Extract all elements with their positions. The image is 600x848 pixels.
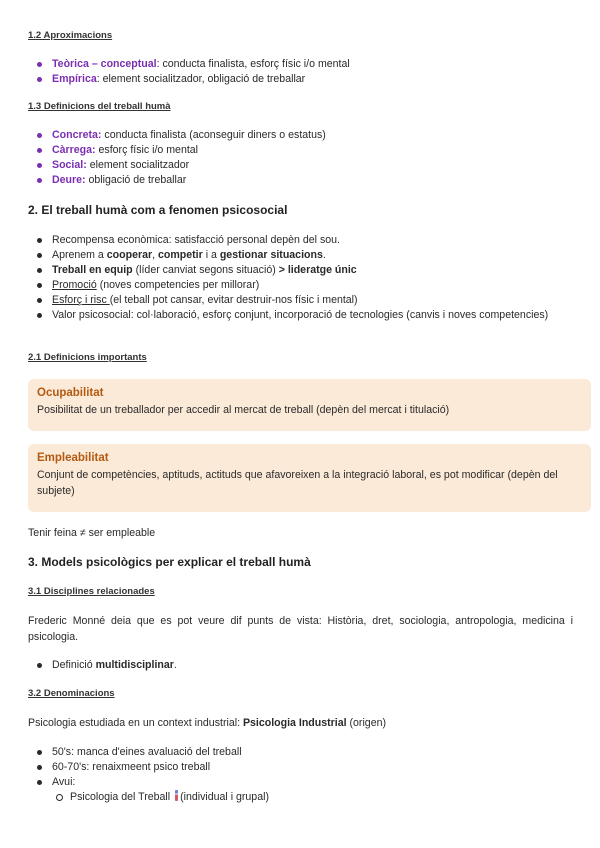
- callout-empleabilitat: [28, 444, 591, 512]
- bullet-icon: [37, 163, 42, 168]
- disciplines-list: [28, 658, 573, 673]
- callout-body: Conjunt de competències, aptituds, actituds que afavoreixen a la integració laboral, es pot modificar (depèn del subjete): [37, 469, 558, 497]
- list-item: 50's: manca d'eines avaluació del treball: [28, 745, 573, 760]
- list-item: Avui:: [28, 775, 573, 790]
- callout-ocupabilitat: [28, 379, 591, 431]
- section-3-2-heading: 3.2 Denominacions: [28, 688, 115, 699]
- list-item: Concreta: conducta finalista (aconseguir diners o estatus): [28, 128, 573, 143]
- section-3-1-heading: 3.1 Disciplines relacionades: [28, 586, 155, 597]
- bullet-icon: [37, 298, 42, 303]
- section-1-2-heading: 1.2 Aproximacions: [28, 30, 113, 41]
- section-2-1-heading: 2.1 Definicions importants: [28, 352, 147, 363]
- list-item: Deure: obligació de treballar: [28, 173, 573, 188]
- bullet-icon: [37, 178, 42, 183]
- bullet-icon: [37, 253, 42, 258]
- aproximacions-list: [28, 57, 573, 87]
- list-item: Psicologia del Treball (individual i grupal): [28, 790, 573, 805]
- list-item: Recompensa econòmica: satisfacció personal depèn del sou.: [28, 233, 573, 248]
- callout-title: Ocupabilitat: [37, 387, 104, 399]
- info-icon: [175, 790, 178, 801]
- list-item: 60-70's: renaixmeent psico treball: [28, 760, 573, 775]
- callout-title: Empleabilitat: [37, 452, 109, 464]
- list-item: Valor psicosocial: col·laboració, esforç conjunt, incorporació de tecnologies (canvis i noves competencies): [28, 308, 573, 323]
- bullet-icon: [37, 62, 42, 67]
- avui-sublist: [28, 790, 573, 805]
- denominacions-paragraph: Psicologia estudiada en un context industrial: Psicologia Industrial (origen): [28, 717, 387, 729]
- list-item: Empírica: element socialitzador, obligació de treballar: [28, 72, 573, 87]
- empleable-note: Tenir feina ≠ ser empleable: [28, 527, 156, 539]
- bullet-icon: [37, 77, 42, 82]
- list-item: Treball en equip (líder canviat segons situació) > lideratge únic: [28, 263, 573, 278]
- denominacions-list: [28, 745, 573, 790]
- bullet-icon: [37, 663, 42, 668]
- definicions-list: [28, 128, 573, 188]
- list-item: Aprenem a cooperar, competir i a gestionar situacions.: [28, 248, 573, 263]
- callout-body: Posibilitat de un treballador per accedir al mercat de treball (depèn del mercat i titulació): [37, 404, 450, 416]
- section-2-heading: 2. El treball humà com a fenomen psicosocial: [28, 203, 288, 217]
- bullet-icon: [37, 780, 42, 785]
- bullet-icon: [37, 268, 42, 273]
- bullet-icon: [37, 283, 42, 288]
- list-item: Càrrega: esforç físic i/o mental: [28, 143, 573, 158]
- section-3-heading: 3. Models psicològics per explicar el treball humà: [28, 555, 311, 569]
- list-item: Promoció (noves competencies per millorar): [28, 278, 573, 293]
- bullet-icon: [37, 238, 42, 243]
- list-item: Definició multidisciplinar.: [28, 658, 573, 673]
- bullet-icon: [37, 133, 42, 138]
- section-1-3-heading: 1.3 Definicions del treball humà: [28, 101, 171, 112]
- bullet-icon: [37, 313, 42, 318]
- list-item: Teòrica – conceptual: conducta finalista, esforç físic i/o mental: [28, 57, 573, 72]
- bullet-icon: [37, 765, 42, 770]
- bullet-icon: [37, 750, 42, 755]
- disciplines-paragraph: Frederic Monné deia que es pot veure dif punts de vista: Història, dret, sociologia, antropologia, medicina i psicologia.: [28, 615, 573, 643]
- circle-bullet-icon: [56, 794, 63, 801]
- bullet-icon: [37, 148, 42, 153]
- list-item: Esforç i risc (el teball pot cansar, evitar destruir-nos físic i mental): [28, 293, 573, 308]
- fenomen-list: [28, 233, 573, 323]
- list-item: Social: element socialitzador: [28, 158, 573, 173]
